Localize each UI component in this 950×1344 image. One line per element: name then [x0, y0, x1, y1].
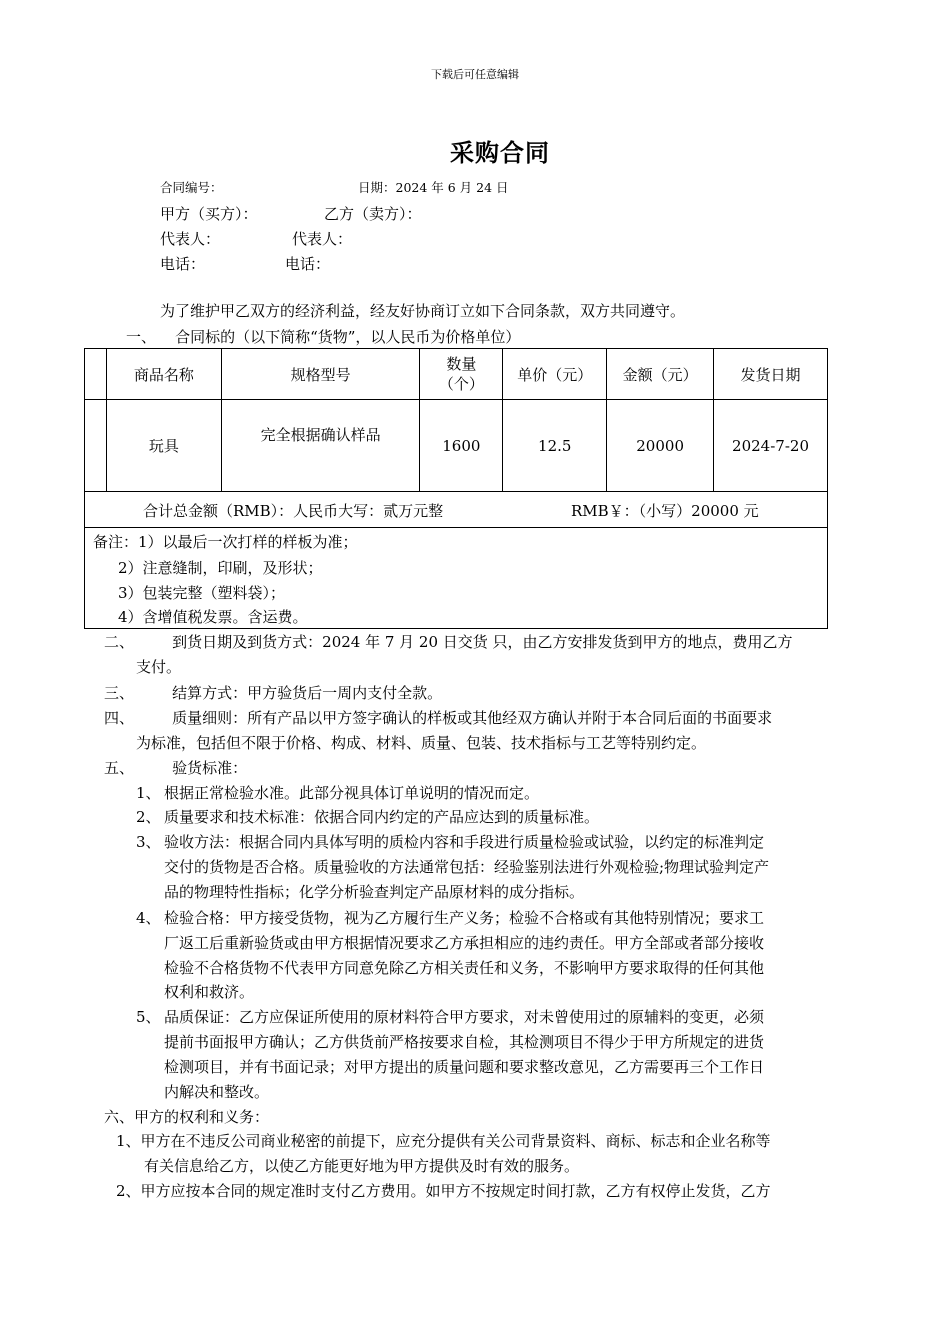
- header-unit-price: 单价（元）: [503, 349, 607, 400]
- seller-rep-label: 代表人：: [292, 230, 353, 248]
- buyer-tel-label: 电话：: [160, 255, 206, 273]
- list-item: 品的物理特性指标；化学分析验查判定产品原材料的成分指标。: [164, 883, 585, 901]
- list-item: 内解决和整改。: [164, 1083, 270, 1101]
- note-line: 4）含增值税发票。含运费。: [118, 608, 308, 626]
- list-item: 2、甲方应按本合同的规定准时支付乙方费用。如甲方不按规定时间打款，乙方有权停止发货，乙方: [116, 1182, 771, 1200]
- list-item: 检测项目，并有书面记录；对甲方提出的质量问题和要求整改意见，乙方需要再三个工作日: [164, 1058, 765, 1076]
- header-quantity-line2: （个）: [438, 375, 484, 393]
- header-quantity: [420, 349, 503, 400]
- page-header: 下载后可任意编辑: [431, 68, 519, 81]
- item-number: 4、: [136, 909, 161, 927]
- list-item: 交付的货物是否合格。质量验收的方法通常包括：经验鉴别法进行外观检验;物理试验判定产: [164, 858, 770, 876]
- cell-quantity: 1600: [420, 400, 503, 492]
- section-2-line2: 支付。: [136, 658, 182, 676]
- table-total-row: [85, 492, 828, 528]
- list-item: 品质保证：乙方应保证所使用的原材料符合甲方要求，对未曾使用过的原辅料的变更，必须: [164, 1008, 765, 1026]
- total-cell: [85, 492, 828, 528]
- total-amount-words: 合计总金额（RMB）：人民币大写：贰万元整: [143, 502, 444, 520]
- seller-tel-label: 电话：: [285, 255, 331, 273]
- contract-title: 采购合同: [450, 138, 550, 167]
- note-line: 备注：1）以最后一次打样的样板为准；: [93, 533, 358, 551]
- section-2-line1: 二、 到货日期及到货方式：2024 年 7 月 20 日交货 只，由乙方安排发货到甲方的地点，费用乙方: [104, 633, 793, 651]
- blank-cell: [85, 400, 107, 492]
- total-amount-figures: RMB￥：（小写）20000 元: [571, 502, 759, 520]
- buyer-rep-label: 代表人：: [160, 230, 221, 248]
- list-item: 验收方法：根据合同内具体写明的质检内容和手段进行质量检验或试验，以约定的标准判定: [164, 833, 765, 851]
- note-line: 3）包装完整（塑料袋）；: [118, 584, 286, 602]
- note-line: 2）注意缝制，印刷，及形状；: [118, 559, 323, 577]
- contract-number-label: 合同编号：: [160, 180, 223, 195]
- list-item: 厂返工后重新验货或由甲方根据情况要求乙方承担相应的违约责任。甲方全部或者部分接收: [164, 934, 765, 952]
- cell-product-name: 玩具: [106, 400, 221, 492]
- table-row: [85, 400, 828, 492]
- item-number: 1、: [136, 784, 161, 802]
- section-4-line2: 为标准，包括但不限于价格、构成、材料、质量、包装、技术指标与工艺等特别约定。: [136, 734, 707, 752]
- section-6-heading: 六、甲方的权利和义务：: [104, 1108, 270, 1126]
- list-item: 权利和救济。: [164, 983, 255, 1001]
- cell-spec: 完全根据确认样品: [221, 400, 420, 492]
- buyer-label: 甲方（买方）：: [160, 205, 258, 223]
- seller-label: 乙方（卖方）：: [324, 205, 422, 223]
- section-3: 三、 结算方式：甲方验货后一周内支付全款。: [104, 684, 443, 702]
- table-notes-row: [85, 528, 828, 629]
- intro-paragraph: 为了维护甲乙双方的经济利益，经友好协商订立如下合同条款，双方共同遵守。: [160, 302, 686, 320]
- section-1-heading: 一、 合同标的（以下简称“货物”，以人民币为价格单位）: [126, 328, 521, 346]
- list-item: 根据正常检验水准。此部分视具体订单说明的情况而定。: [164, 784, 540, 802]
- list-item: 提前书面报甲方确认；乙方供货前严格按要求自检，其检测项目不得少于甲方所规定的进货: [164, 1033, 765, 1051]
- blank-cell: [85, 349, 107, 400]
- header-spec: 规格型号: [221, 349, 420, 400]
- contract-date: 日期：2024 年 6 月 24 日: [358, 180, 509, 195]
- item-number: 5、: [136, 1008, 161, 1026]
- goods-table: [84, 348, 828, 629]
- list-item: 有关信息给乙方，以使乙方能更好地为甲方提供及时有效的服务。: [144, 1157, 580, 1175]
- list-item: 检验不合格货物不代表甲方同意免除乙方相关责任和义务，不影响甲方要求取得的任何其他: [164, 959, 765, 977]
- section-5-heading: 五、 验货标准：: [104, 759, 248, 777]
- cell-unit-price: 12.5: [503, 400, 607, 492]
- header-amount: 金额（元）: [607, 349, 714, 400]
- list-item: 检验合格：甲方接受货物，视为乙方履行生产义务；检验不合格或有其他特别情况；要求工: [164, 909, 765, 927]
- cell-amount: 20000: [607, 400, 714, 492]
- item-number: 2、: [136, 808, 161, 826]
- header-ship-date: 发货日期: [714, 349, 828, 400]
- table-header-row: [85, 349, 828, 400]
- item-number: 3、: [136, 833, 161, 851]
- header-product-name: 商品名称: [106, 349, 221, 400]
- notes-cell: [85, 528, 828, 629]
- list-item: 质量要求和技术标准：依据合同内约定的产品应达到的质量标准。: [164, 808, 600, 826]
- list-item: 1、甲方在不违反公司商业秘密的前提下，应充分提供有关公司背景资料、商标、标志和企业名称等: [116, 1132, 771, 1150]
- section-4-line1: 四、 质量细则：所有产品以甲方签字确认的样板或其他经双方确认并附于本合同后面的书面要求: [104, 709, 773, 727]
- cell-ship-date: 2024-7-20: [714, 400, 828, 492]
- header-quantity-line1: 数量: [446, 355, 477, 373]
